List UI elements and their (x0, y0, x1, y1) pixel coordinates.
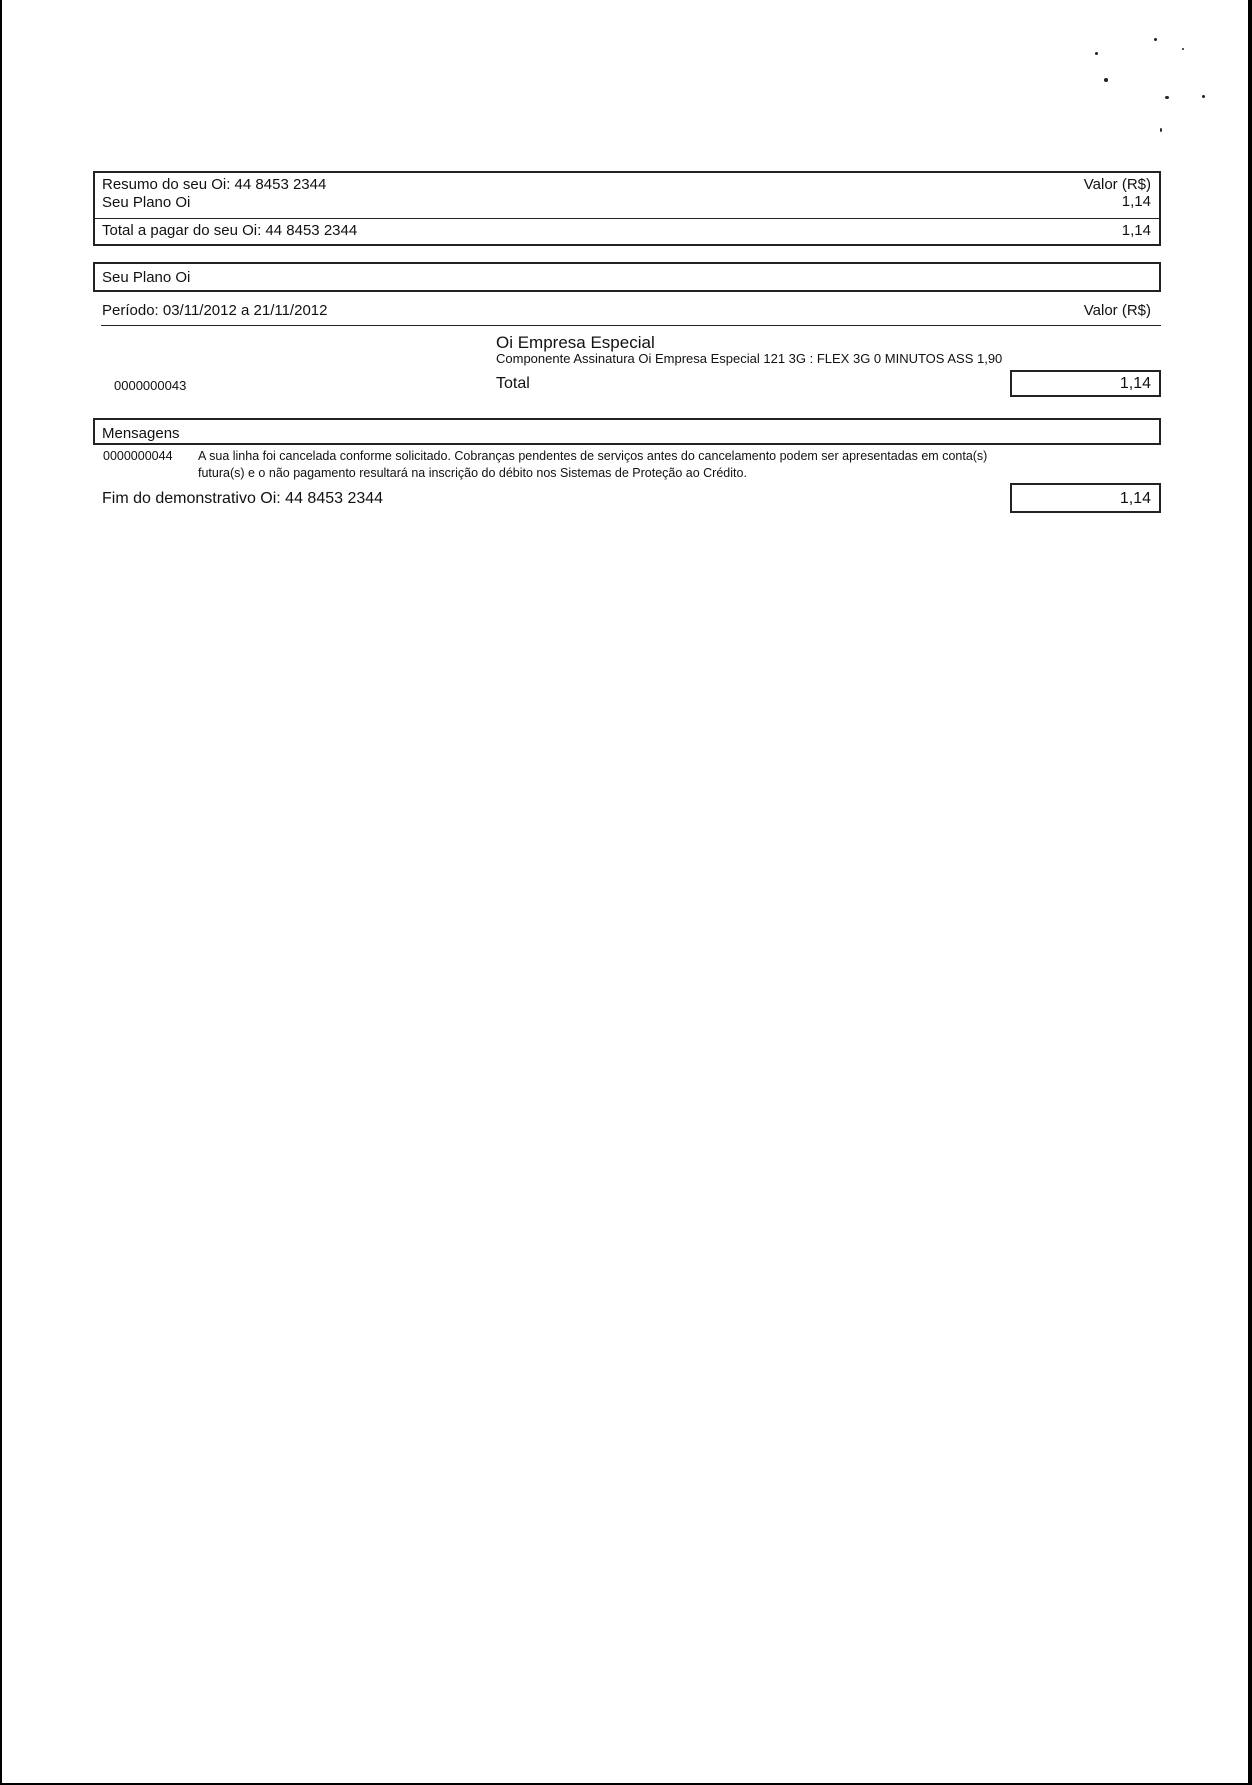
plan-item-code: 0000000043 (114, 378, 187, 393)
plan-total-label: Total (496, 375, 530, 392)
summary-divider (93, 218, 1161, 219)
plan-period-underline (101, 325, 1161, 326)
message-code: 0000000044 (103, 449, 173, 463)
messages-header (93, 418, 1161, 445)
summary-plan-label: Seu Plano Oi (102, 194, 191, 211)
message-line-1: A sua linha foi cancelada conforme solicitado. Cobranças pendentes de serviços antes do cancelamento podem ser apresentadas em conta(s) (198, 449, 988, 463)
footer-label: Fim do demonstrativo Oi: 44 8453 2344 (102, 490, 384, 507)
messages-title: Mensagens (102, 425, 180, 442)
summary-total-value: 1,14 (1121, 222, 1151, 239)
message-line-2: futura(s) e o não pagamento resultará na inscrição do débito nos Sistemas de Proteção ao Crédito. (198, 466, 747, 480)
summary-plan-value: 1,14 (1121, 193, 1151, 210)
footer-total-value: 1,14 (1010, 483, 1161, 513)
statement-page (2, 0, 1248, 1783)
summary-value-header: Valor (R$) (1083, 176, 1151, 193)
plan-item-detail: Componente Assinatura Oi Empresa Especial 121 3G : FLEX 3G 0 MINUTOS ASS 1,90 (496, 351, 1003, 366)
plan-item-name: Oi Empresa Especial (496, 333, 655, 352)
summary-total-label: Total a pagar do seu Oi: 44 8453 2344 (102, 222, 358, 239)
plan-period: Período: 03/11/2012 a 21/11/2012 (102, 302, 328, 319)
summary-title: Resumo do seu Oi: 44 8453 2344 (102, 176, 327, 193)
plan-section-title: Seu Plano Oi (102, 269, 191, 286)
plan-total-value: 1,14 (1010, 370, 1161, 397)
plan-value-header: Valor (R$) (1083, 302, 1151, 319)
plan-section-header (93, 262, 1161, 292)
